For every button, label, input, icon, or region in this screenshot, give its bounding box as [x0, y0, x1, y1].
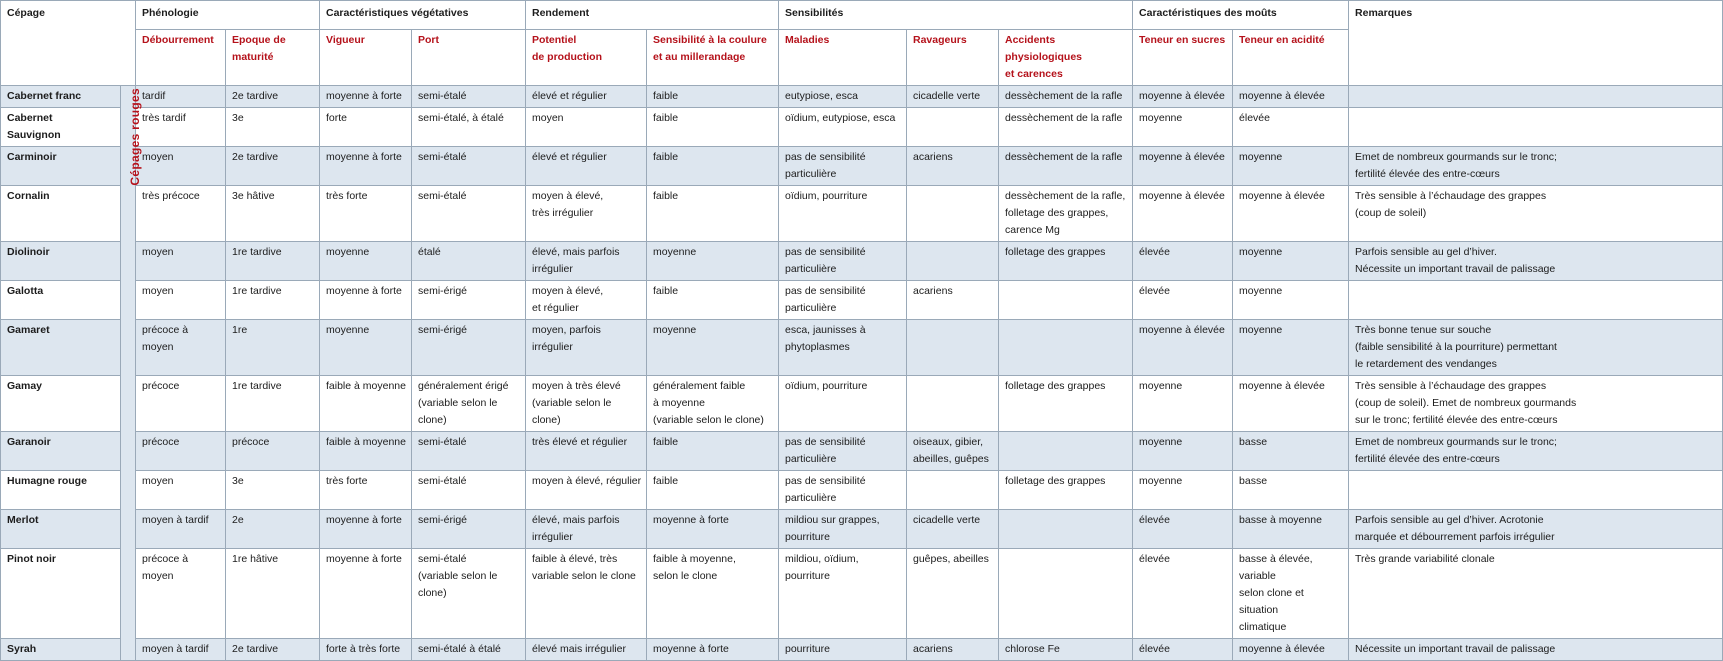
- table-cell: élevée: [1133, 281, 1233, 320]
- table-row: [1, 108, 1723, 147]
- table-cell: moyen: [136, 242, 226, 281]
- table-cell: forte: [320, 108, 412, 147]
- table-cell: faible à moyenne: [320, 432, 412, 471]
- table-cell: Très grande variabilité clonale: [1349, 549, 1723, 639]
- variety-name: Gamaret: [1, 320, 121, 376]
- table-cell: basse: [1233, 471, 1349, 510]
- table-cell: faible: [647, 147, 779, 186]
- table-cell: précoce: [136, 376, 226, 432]
- variety-name: Pinot noir: [1, 549, 121, 639]
- table-cell: étalé: [412, 242, 526, 281]
- table-row: [1, 639, 1723, 661]
- table-cell: dessèchement de la rafle: [999, 147, 1133, 186]
- table-cell: [999, 549, 1133, 639]
- table-cell: 1re tardive: [226, 242, 320, 281]
- table-cell: [1349, 471, 1723, 510]
- table-cell: tardif: [136, 86, 226, 108]
- table-cell: acariens: [907, 639, 999, 661]
- variety-name: Cornalin: [1, 186, 121, 242]
- table-cell: très tardif: [136, 108, 226, 147]
- table-cell: [907, 471, 999, 510]
- table-cell: précoce: [136, 432, 226, 471]
- table-row: [1, 147, 1723, 186]
- table-cell: moyenne: [1233, 281, 1349, 320]
- table-cell: élevé, mais parfois irrégulier: [526, 510, 647, 549]
- table-cell: Très sensible à l’échaudage des grappes (coup de soleil). Emet de nombreux gourmands sur le tronc; fertilité élevée des entre-cœurs: [1349, 376, 1723, 432]
- table-cell: dessèchement de la rafle: [999, 86, 1133, 108]
- table-cell: [999, 281, 1133, 320]
- table-cell: moyenne à forte: [320, 86, 412, 108]
- table-cell: [907, 186, 999, 242]
- table-cell: moyenne à élevée: [1233, 376, 1349, 432]
- table-cell: moyen: [526, 108, 647, 147]
- table-cell: moyenne: [647, 242, 779, 281]
- column-header: Potentiel de production: [526, 30, 647, 86]
- table-cell: généralement érigé (variable selon le clone): [412, 376, 526, 432]
- table-cell: généralement faible à moyenne (variable selon le clone): [647, 376, 779, 432]
- table-row: [1, 242, 1723, 281]
- table-cell: [999, 432, 1133, 471]
- table-cell: faible: [647, 108, 779, 147]
- column-header: Port: [412, 30, 526, 86]
- table-cell: 3e: [226, 108, 320, 147]
- variety-name: Merlot: [1, 510, 121, 549]
- table-row: [1, 510, 1723, 549]
- variety-name: Syrah: [1, 639, 121, 661]
- table-cell: dessèchement de la rafle: [999, 108, 1133, 147]
- table-cell: pas de sensibilité particulière: [779, 242, 907, 281]
- variety-name: Diolinoir: [1, 242, 121, 281]
- table-cell: moyenne: [1233, 147, 1349, 186]
- table-cell: oiseaux, gibier, abeilles, guêpes: [907, 432, 999, 471]
- column-header: Maladies: [779, 30, 907, 86]
- table-cell: moyenne à forte: [320, 281, 412, 320]
- table-cell: très forte: [320, 186, 412, 242]
- table-cell: guêpes, abeilles: [907, 549, 999, 639]
- table-cell: moyenne à forte: [647, 510, 779, 549]
- table-cell: moyenne: [1133, 432, 1233, 471]
- table-cell: moyenne à élevée: [1133, 147, 1233, 186]
- table-cell: basse: [1233, 432, 1349, 471]
- table-cell: semi-étalé, à étalé: [412, 108, 526, 147]
- table-cell: chlorose Fe: [999, 639, 1133, 661]
- table-cell: pas de sensibilité particulière: [779, 471, 907, 510]
- variety-name: Cabernet franc: [1, 86, 121, 108]
- variety-name: Gamay: [1, 376, 121, 432]
- table-cell: semi-étalé: [412, 432, 526, 471]
- table-cell: faible: [647, 471, 779, 510]
- table-cell: [907, 320, 999, 376]
- table-cell: moyenne à élevée: [1133, 186, 1233, 242]
- table-row: [1, 281, 1723, 320]
- table-cell: Emet de nombreux gourmands sur le tronc; fertilité élevée des entre-cœurs: [1349, 432, 1723, 471]
- table-cell: mildiou sur grappes, pourriture: [779, 510, 907, 549]
- table-cell: très forte: [320, 471, 412, 510]
- table-cell: [907, 376, 999, 432]
- table-cell: semi-étalé à étalé: [412, 639, 526, 661]
- table-cell: semi-étalé: [412, 86, 526, 108]
- column-header: Sensibilité à la coulure et au millerandage: [647, 30, 779, 86]
- table-cell: élevée: [1233, 108, 1349, 147]
- table-cell: élevé mais irrégulier: [526, 639, 647, 661]
- column-header: Débourrement: [136, 30, 226, 86]
- table-cell: esca, jaunisses à phytoplasmes: [779, 320, 907, 376]
- table-cell: 1re tardive: [226, 281, 320, 320]
- table-cell: élevée: [1133, 549, 1233, 639]
- table-cell: moyen: [136, 147, 226, 186]
- table-cell: moyenne à élevée: [1133, 86, 1233, 108]
- table-row: [1, 432, 1723, 471]
- table-cell: eutypiose, esca: [779, 86, 907, 108]
- table-cell: précoce: [226, 432, 320, 471]
- header-cepage: Cépage: [1, 1, 136, 86]
- table-cell: [907, 108, 999, 147]
- table-cell: Nécessite un important travail de palissage: [1349, 639, 1723, 661]
- table-cell: pas de sensibilité particulière: [779, 281, 907, 320]
- table-cell: moyenne à forte: [320, 147, 412, 186]
- table-cell: élevée: [1133, 242, 1233, 281]
- table-cell: oïdium, pourriture: [779, 186, 907, 242]
- table-cell: moyenne à élevée: [1233, 86, 1349, 108]
- table-cell: cicadelle verte: [907, 86, 999, 108]
- table-cell: moyenne à forte: [320, 549, 412, 639]
- column-header: Ravageurs: [907, 30, 999, 86]
- table-cell: moyen à élevé, très irrégulier: [526, 186, 647, 242]
- column-header: Epoque de maturité: [226, 30, 320, 86]
- table-cell: moyen, parfois irrégulier: [526, 320, 647, 376]
- table-cell: moyenne à forte: [647, 639, 779, 661]
- header-group-vegetative: Caractéristiques végétatives: [320, 1, 526, 30]
- table-row: [1, 471, 1723, 510]
- header-group-sensibilites: Sensibilités: [779, 1, 1133, 30]
- table-cell: moyenne à élevée: [1233, 186, 1349, 242]
- table-cell: très élevé et régulier: [526, 432, 647, 471]
- table-cell: élevé et régulier: [526, 86, 647, 108]
- table-cell: très précoce: [136, 186, 226, 242]
- table-cell: moyenne: [320, 320, 412, 376]
- table-cell: élevée: [1133, 510, 1233, 549]
- table-cell: folletage des grappes: [999, 471, 1133, 510]
- table-body: [1, 86, 1723, 661]
- variety-name: Garanoir: [1, 432, 121, 471]
- table-cell: moyen à tardif: [136, 639, 226, 661]
- table-cell: faible: [647, 86, 779, 108]
- header-group-remarques: Remarques: [1349, 1, 1723, 86]
- table-row: [1, 320, 1723, 376]
- header-row-groups: [1, 1, 1723, 30]
- table-cell: basse à moyenne: [1233, 510, 1349, 549]
- table-cell: moyen à élevé, et régulier: [526, 281, 647, 320]
- table-cell: faible à élevé, très variable selon le clone: [526, 549, 647, 639]
- table-cell: faible: [647, 432, 779, 471]
- table-cell: élevé et régulier: [526, 147, 647, 186]
- variety-name: Carminoir: [1, 147, 121, 186]
- table-cell: moyenne: [320, 242, 412, 281]
- table-cell: moyen: [136, 281, 226, 320]
- table-cell: moyenne: [1133, 471, 1233, 510]
- table-cell: moyen à très élevé (variable selon le clone): [526, 376, 647, 432]
- table-cell: précoce à moyen: [136, 549, 226, 639]
- table-cell: Parfois sensible au gel d’hiver. Acrotonie marquée et débourrement parfois irrégulier: [1349, 510, 1723, 549]
- variety-name: Cabernet Sauvignon: [1, 108, 121, 147]
- table-cell: 1re: [226, 320, 320, 376]
- table-cell: Très sensible à l’échaudage des grappes (coup de soleil): [1349, 186, 1723, 242]
- table-cell: cicadelle verte: [907, 510, 999, 549]
- table-cell: élevé, mais parfois irrégulier: [526, 242, 647, 281]
- header-group-mouts: Caractéristiques des moûts: [1133, 1, 1349, 30]
- table-cell: acariens: [907, 281, 999, 320]
- table-cell: folletage des grappes: [999, 376, 1133, 432]
- table-cell: semi-érigé: [412, 510, 526, 549]
- table-cell: moyen à tardif: [136, 510, 226, 549]
- column-header: Teneur en sucres: [1133, 30, 1233, 86]
- table-cell: moyenne à élevée: [1233, 639, 1349, 661]
- header-group-phenologie: Phénologie: [136, 1, 320, 30]
- table-cell: basse à élevée, variable selon clone et situation climatique: [1233, 549, 1349, 639]
- table-cell: forte à très forte: [320, 639, 412, 661]
- table-cell: moyenne à forte: [320, 510, 412, 549]
- table-cell: oïdium, eutypiose, esca: [779, 108, 907, 147]
- table-cell: [999, 510, 1133, 549]
- table-cell: semi-étalé (variable selon le clone): [412, 549, 526, 639]
- table-cell: élevée: [1133, 639, 1233, 661]
- table-cell: moyen à élevé, régulier: [526, 471, 647, 510]
- table-cell: 1re hâtive: [226, 549, 320, 639]
- table-cell: 2e tardive: [226, 86, 320, 108]
- table-cell: faible à moyenne, selon le clone: [647, 549, 779, 639]
- table-cell: moyenne: [1233, 242, 1349, 281]
- header-group-rendement: Rendement: [526, 1, 779, 30]
- table-cell: acariens: [907, 147, 999, 186]
- table-row: [1, 186, 1723, 242]
- table-cell: pas de sensibilité particulière: [779, 432, 907, 471]
- table-cell: précoce à moyen: [136, 320, 226, 376]
- table-cell: 1re tardive: [226, 376, 320, 432]
- table-cell: [907, 242, 999, 281]
- variety-name: Humagne rouge: [1, 471, 121, 510]
- group-label: Cépages rouges: [128, 88, 142, 186]
- table-cell: 2e: [226, 510, 320, 549]
- table-cell: Emet de nombreux gourmands sur le tronc; fertilité élevée des entre-cœurs: [1349, 147, 1723, 186]
- table-cell: moyenne: [647, 320, 779, 376]
- column-header: Vigueur: [320, 30, 412, 86]
- table-cell: pourriture: [779, 639, 907, 661]
- table-row: [1, 376, 1723, 432]
- table-cell: moyenne à élevée: [1133, 320, 1233, 376]
- table-cell: faible à moyenne: [320, 376, 412, 432]
- column-header: Accidents physiologiques et carences: [999, 30, 1133, 86]
- table-cell: 2e tardive: [226, 147, 320, 186]
- table-cell: moyen: [136, 471, 226, 510]
- table-cell: 2e tardive: [226, 639, 320, 661]
- table-cell: [1349, 86, 1723, 108]
- table-cell: semi-érigé: [412, 320, 526, 376]
- table-cell: semi-érigé: [412, 281, 526, 320]
- table-cell: moyenne: [1233, 320, 1349, 376]
- table-cell: Très bonne tenue sur souche (faible sensibilité à la pourriture) permettant le retardement des vendanges: [1349, 320, 1723, 376]
- table-cell: Parfois sensible au gel d’hiver. Nécessite un important travail de palissage: [1349, 242, 1723, 281]
- table-cell: [1349, 108, 1723, 147]
- table-cell: mildiou, oïdium, pourriture: [779, 549, 907, 639]
- table-cell: faible: [647, 281, 779, 320]
- variety-name: Galotta: [1, 281, 121, 320]
- table-cell: semi-étalé: [412, 471, 526, 510]
- table-cell: moyenne: [1133, 108, 1233, 147]
- group-label-cell: [121, 86, 142, 661]
- table-cell: dessèchement de la rafle, folletage des grappes, carence Mg: [999, 186, 1133, 242]
- table-cell: 3e: [226, 471, 320, 510]
- table-cell: semi-étalé: [412, 147, 526, 186]
- table-cell: folletage des grappes: [999, 242, 1133, 281]
- table-cell: oïdium, pourriture: [779, 376, 907, 432]
- table-cell: faible: [647, 186, 779, 242]
- table-cell: semi-étalé: [412, 186, 526, 242]
- table-row: [1, 549, 1723, 639]
- table-row: [1, 86, 1723, 108]
- table-cell: [999, 320, 1133, 376]
- column-header: Teneur en acidité: [1233, 30, 1349, 86]
- table-cell: moyenne: [1133, 376, 1233, 432]
- table-cell: pas de sensibilité particulière: [779, 147, 907, 186]
- table-cell: 3e hâtive: [226, 186, 320, 242]
- table-cell: [1349, 281, 1723, 320]
